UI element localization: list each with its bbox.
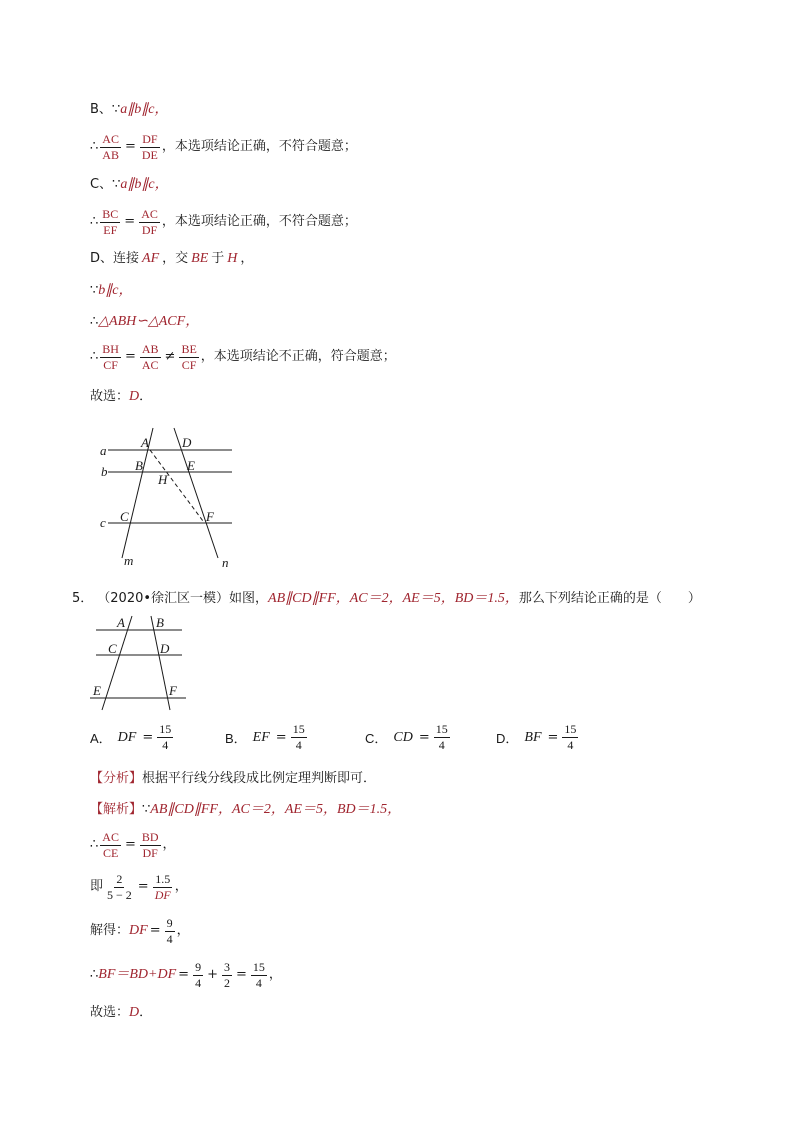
label: D — [160, 641, 170, 656]
therefore-symbol: ∴ — [90, 967, 99, 982]
option-variable: DF — [117, 729, 137, 745]
punctuation: ， — [268, 967, 282, 982]
line-c-ratio: ∴ $\frac{BC}{EF}$ = $\frac{AC}{DF}$ ，本选项结论正确，不符合题意； — [90, 206, 357, 237]
label: B — [156, 615, 164, 630]
fraction: $\frac{BC}{EF}$ — [102, 206, 119, 237]
punctuation: ， — [162, 837, 176, 852]
option-letter: B． — [225, 731, 247, 746]
fraction: $\frac{15}{4}$ — [252, 959, 265, 990]
solution-given: AB∥CD∥FF，AC＝2，AE＝5，BD＝1.5， — [150, 802, 402, 817]
label: F — [169, 683, 177, 698]
label: C — [120, 509, 129, 524]
fraction: $\frac{AC}{AB}$ — [102, 131, 119, 162]
fraction: $\frac{BH}{CF}$ — [102, 341, 119, 372]
analysis-line — [90, 769, 376, 789]
because-symbol: ∵ — [142, 802, 151, 817]
problem-given: AB∥CD∥FF，AC＝2，AE＝5，BD＝1.5， — [268, 591, 519, 606]
label: B — [135, 458, 143, 473]
line-n — [174, 428, 218, 558]
conclusion-text: ，本选项结论正确，不符合题意； — [161, 214, 357, 229]
option-variable: BF — [524, 729, 542, 745]
solution-substitute-line: 即 $\frac{2}{5 - 2}$ = $\frac{1.5}{DF}$ ， — [90, 871, 188, 902]
option-c-prefix: C、∵ — [90, 177, 121, 192]
plus-sign: + — [207, 967, 218, 982]
parallel-condition: a∥b∥c， — [120, 177, 169, 192]
line-d-ratio: ∴ $\frac{BH}{CF}$ = $\frac{AB}{AC}$ ≠ $\frac{BE}{CF}$ ，本选项结论不正确，符合题意； — [90, 341, 396, 372]
solution-given-line — [90, 800, 401, 820]
line-d-connect — [90, 249, 253, 269]
line-b-condition — [90, 100, 168, 120]
fraction: $\frac{BD}{DF}$ — [141, 829, 159, 860]
therefore-symbol: ∴ — [90, 349, 99, 364]
option-d-prefix: D、连接 — [90, 251, 140, 266]
fraction: $\frac{DF}{DE}$ — [141, 131, 158, 162]
fraction: $\frac{AC}{DF}$ — [141, 206, 158, 237]
line-b-ratio: ∴ $\frac{AC}{AB}$ = $\frac{DF}{DE}$ ，本选项结论正确，不符合题意； — [90, 131, 357, 162]
conclusion-text: ，本选项结论不正确，符合题意； — [200, 349, 396, 364]
analysis-text: 根据平行线分线段成比例定理判断即可． — [142, 771, 377, 786]
connector-text: 于 — [211, 251, 225, 266]
option-variable: EF — [252, 729, 270, 745]
option-d[interactable]: D． BF = $\frac{15}{4}$ — [496, 722, 577, 752]
conclusion-text: ，本选项结论正确，不符合题意； — [161, 139, 357, 154]
parallel-condition: b∥c， — [98, 283, 133, 298]
fraction: $\frac{BE}{CF}$ — [181, 341, 197, 372]
connector-text: ，交 — [162, 251, 189, 266]
label: D — [182, 435, 192, 450]
analysis-tag: 【分析】 — [90, 771, 143, 786]
option-variable: CD — [393, 729, 413, 745]
fraction: $\frac{15}{4}$ — [159, 722, 172, 752]
therefore-symbol: ∴ — [90, 214, 99, 229]
label: E — [187, 458, 195, 473]
fraction: $\frac{AB}{AC}$ — [141, 341, 159, 372]
fraction: $\frac{15}{4}$ — [435, 722, 448, 752]
problem-question: 那么下列结论正确的是（ ） — [518, 591, 701, 606]
fraction: $\frac{1.5}{DF}$ — [154, 871, 171, 902]
option-a[interactable]: A． DF = $\frac{15}{4}$ — [90, 722, 172, 752]
option-letter: D． — [496, 731, 519, 746]
solution-solve-line: 解得： DF = $\frac{9}{4}$ ， — [90, 915, 190, 946]
label: F — [206, 509, 214, 524]
bf-expression: BF＝BD+DF — [98, 967, 177, 982]
label: b — [101, 464, 108, 479]
label: A — [141, 435, 149, 450]
variable-df: DF — [129, 923, 148, 938]
choose-label: 故选： — [90, 1005, 130, 1020]
fraction: $\frac{15}{4}$ — [564, 722, 577, 752]
label: A — [117, 615, 125, 630]
fraction: $\frac{2}{5 - 2}$ — [107, 871, 132, 902]
fraction: $\frac{AC}{CE}$ — [102, 829, 119, 860]
namely-label: 即 — [90, 879, 104, 894]
line-choose-1 — [90, 387, 152, 407]
line-choose-2 — [90, 1003, 152, 1023]
segment-be: BE — [191, 251, 209, 266]
solution-tag: 【解析】 — [90, 802, 143, 817]
option-b[interactable]: B． EF = $\frac{15}{4}$ — [225, 722, 305, 752]
label: n — [222, 555, 229, 570]
fraction: $\frac{9}{4}$ — [195, 959, 202, 990]
solution-bf-line: ∴ BF＝BD+DF = $\frac{9}{4}$ + $\frac{3}{2}$ = $\frac{15}{4}$ ， — [90, 959, 282, 990]
parallel-condition: a∥b∥c， — [120, 102, 169, 117]
answer-letter: D — [129, 1005, 140, 1020]
punctuation: ． — [139, 389, 153, 404]
figure-parallel-lines-1 — [90, 420, 250, 570]
answer-letter: D — [129, 389, 140, 404]
label: m — [124, 553, 134, 568]
fraction: $\frac{15}{4}$ — [292, 722, 305, 752]
fraction: $\frac{9}{4}$ — [166, 915, 173, 946]
punctuation: ， — [176, 923, 190, 938]
option-letter: A． — [90, 731, 112, 746]
similar-triangles: △ABH∽△ACF， — [98, 314, 200, 329]
choose-label: 故选： — [90, 389, 130, 404]
label: C — [108, 641, 117, 656]
solve-label: 解得： — [90, 923, 130, 938]
line-c-condition — [90, 175, 169, 195]
problem-5-statement — [72, 589, 701, 609]
solution-ratio-line: ∴ $\frac{AC}{CE}$ = $\frac{BD}{DF}$ ， — [90, 829, 176, 860]
line-d-because — [90, 281, 133, 301]
therefore-symbol: ∴ — [90, 837, 99, 852]
punctuation: ． — [139, 1005, 153, 1020]
line-d-similar — [90, 312, 199, 332]
label: H — [158, 472, 168, 487]
punctuation: ， — [174, 879, 188, 894]
therefore-symbol: ∴ — [90, 139, 99, 154]
because-symbol: ∵ — [90, 283, 99, 298]
option-c[interactable]: C． CD = $\frac{15}{4}$ — [365, 722, 448, 752]
problem-number: 5． — [72, 591, 94, 606]
label: a — [100, 443, 107, 458]
option-letter: C． — [365, 731, 388, 746]
punctuation: ， — [240, 251, 254, 266]
label: E — [93, 683, 101, 698]
segment-af: AF — [142, 251, 160, 266]
therefore-symbol: ∴ — [90, 314, 99, 329]
problem-source: （2020•徐汇区一模）如图， — [97, 591, 269, 606]
fraction: $\frac{3}{2}$ — [223, 959, 230, 990]
label: c — [100, 515, 106, 530]
option-b-prefix: B、∵ — [90, 102, 121, 117]
point-h: H — [227, 251, 238, 266]
figure-parallel-lines-2 — [88, 612, 198, 712]
